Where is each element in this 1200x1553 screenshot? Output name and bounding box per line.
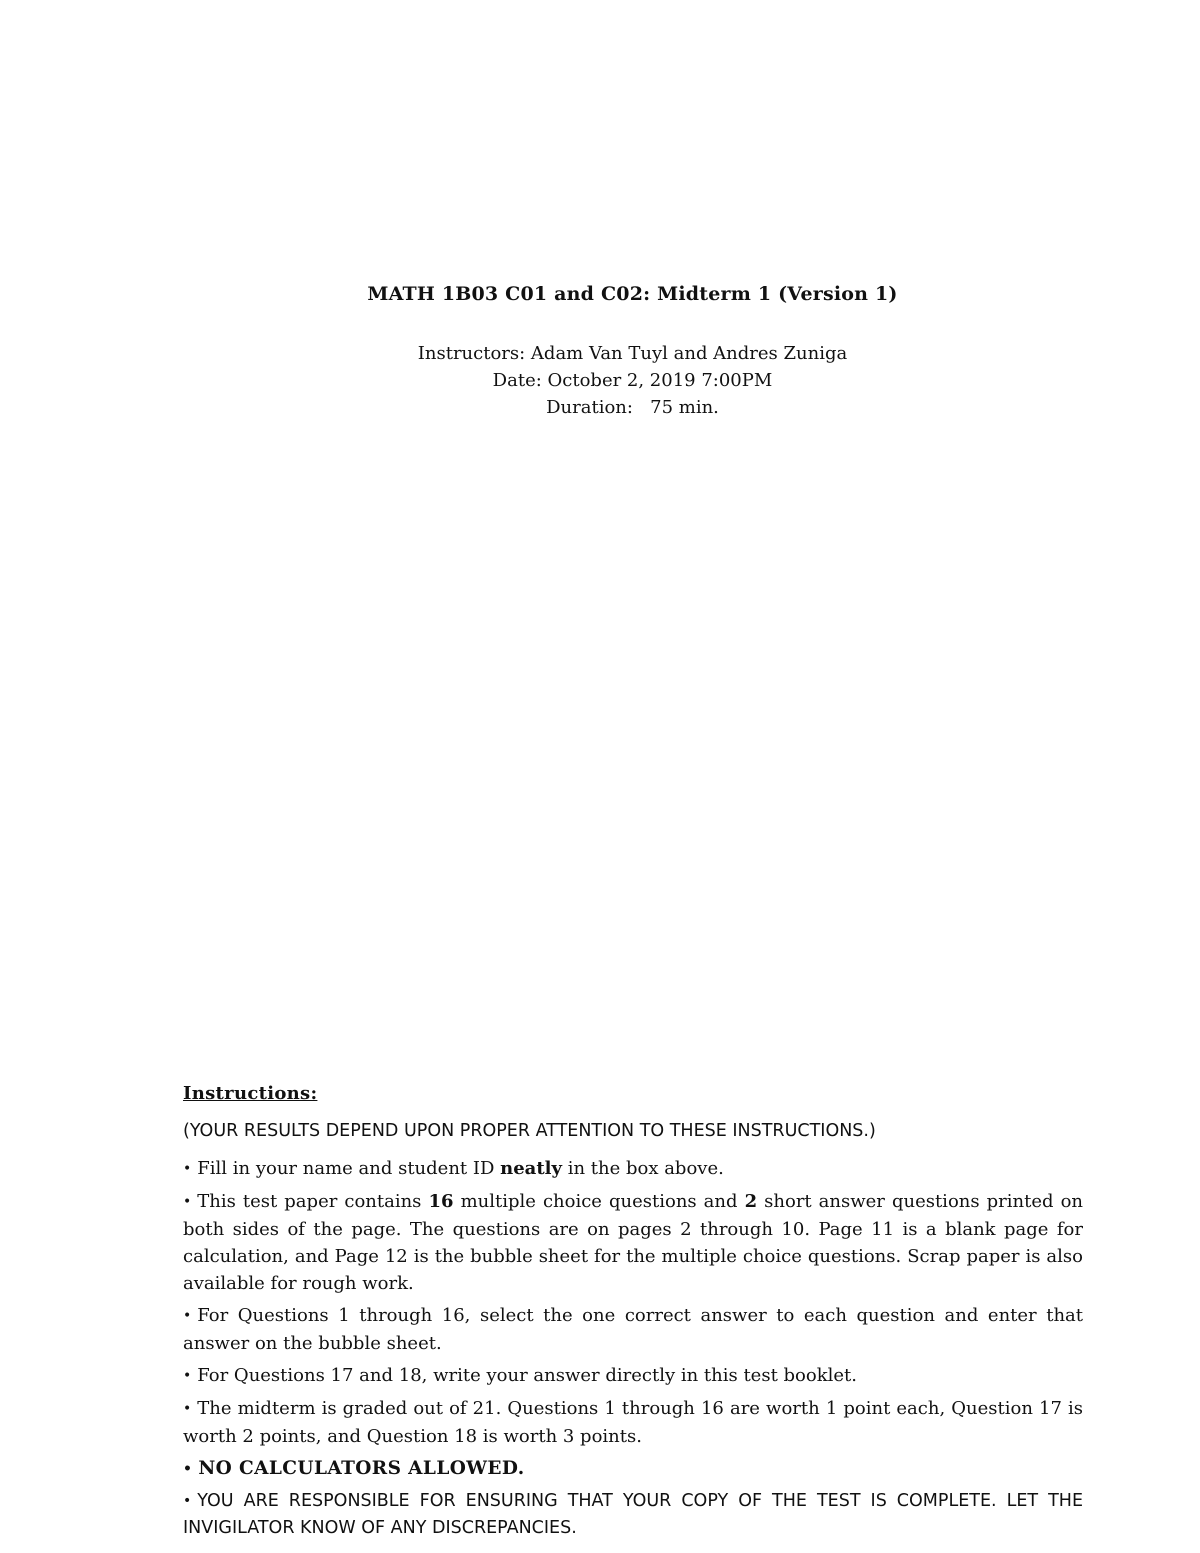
instruction-text: short answer questions printed on both sides of the page. The questions are on pages 2 through 10. Page 11 is a blank page for calculation, and Page 12 is the bubble sheet for the multiple choice questions. Scrap paper is also available for rough work.: [183, 1191, 1083, 1294]
bullet-icon: •: [183, 1493, 192, 1509]
instruction-item-grading: [183, 1395, 1083, 1450]
bullet-icon: •: [183, 1401, 192, 1417]
bullet-icon: •: [183, 1161, 192, 1177]
instruction-item-contents: [183, 1188, 1083, 1297]
instruction-item-multiple-choice: [183, 1302, 1083, 1357]
instructions-section: [183, 1080, 1083, 1547]
instructions-heading: Instructions:: [183, 1083, 318, 1104]
exam-title: MATH 1B03 C01 and C02: Midterm 1 (Version 1): [367, 283, 898, 305]
instruction-text: Fill in your name and student ID: [197, 1158, 501, 1179]
date-line: Date: October 2, 2019 7:00PM: [492, 370, 773, 391]
instruction-item-no-calculators: [183, 1455, 1083, 1483]
instruction-item-responsibility: [183, 1488, 1083, 1542]
instruction-text: YOU ARE RESPONSIBLE FOR ENSURING THAT YOUR COPY OF THE TEST IS COMPLETE. LET THE INVIGILATOR KNOW OF ANY DISCREPANCIES.: [183, 1491, 1083, 1538]
instruction-text: For Questions 1 through 16, select the one correct answer to each question and enter that answer on the bubble sheet.: [183, 1305, 1083, 1354]
bullet-icon: •: [183, 1368, 192, 1384]
instructions-warning: (YOUR RESULTS DEPEND UPON PROPER ATTENTION TO THESE INSTRUCTIONS.): [183, 1121, 876, 1141]
instruction-item-name-id: [183, 1155, 1083, 1183]
instruction-emphasis: 2: [744, 1191, 758, 1212]
instruction-text: in the box above.: [561, 1158, 724, 1179]
instructors-line: Instructors: Adam Van Tuyl and Andres Zuniga: [417, 343, 848, 364]
instruction-text: The midterm is graded out of 21. Questions 1 through 16 are worth 1 point each, Question 17 is worth 2 points, and Question 18 is worth 3 points.: [183, 1398, 1083, 1447]
exam-meta: [0, 340, 1200, 421]
bullet-icon: •: [183, 1308, 192, 1324]
instruction-text: For Questions 17 and 18, write your answer directly in this test booklet.: [197, 1365, 857, 1386]
instruction-text: multiple choice questions and: [453, 1191, 745, 1212]
instruction-emphasis: neatly: [500, 1158, 562, 1179]
duration-line: Duration: 75 min.: [546, 397, 719, 418]
bullet-icon: •: [183, 1461, 193, 1477]
bullet-icon: •: [183, 1194, 192, 1210]
instruction-text: NO CALCULATORS ALLOWED.: [198, 1458, 525, 1479]
instruction-emphasis: 16: [428, 1191, 454, 1212]
instruction-text: This test paper contains: [197, 1191, 429, 1212]
instruction-item-short-answer: [183, 1362, 1083, 1390]
